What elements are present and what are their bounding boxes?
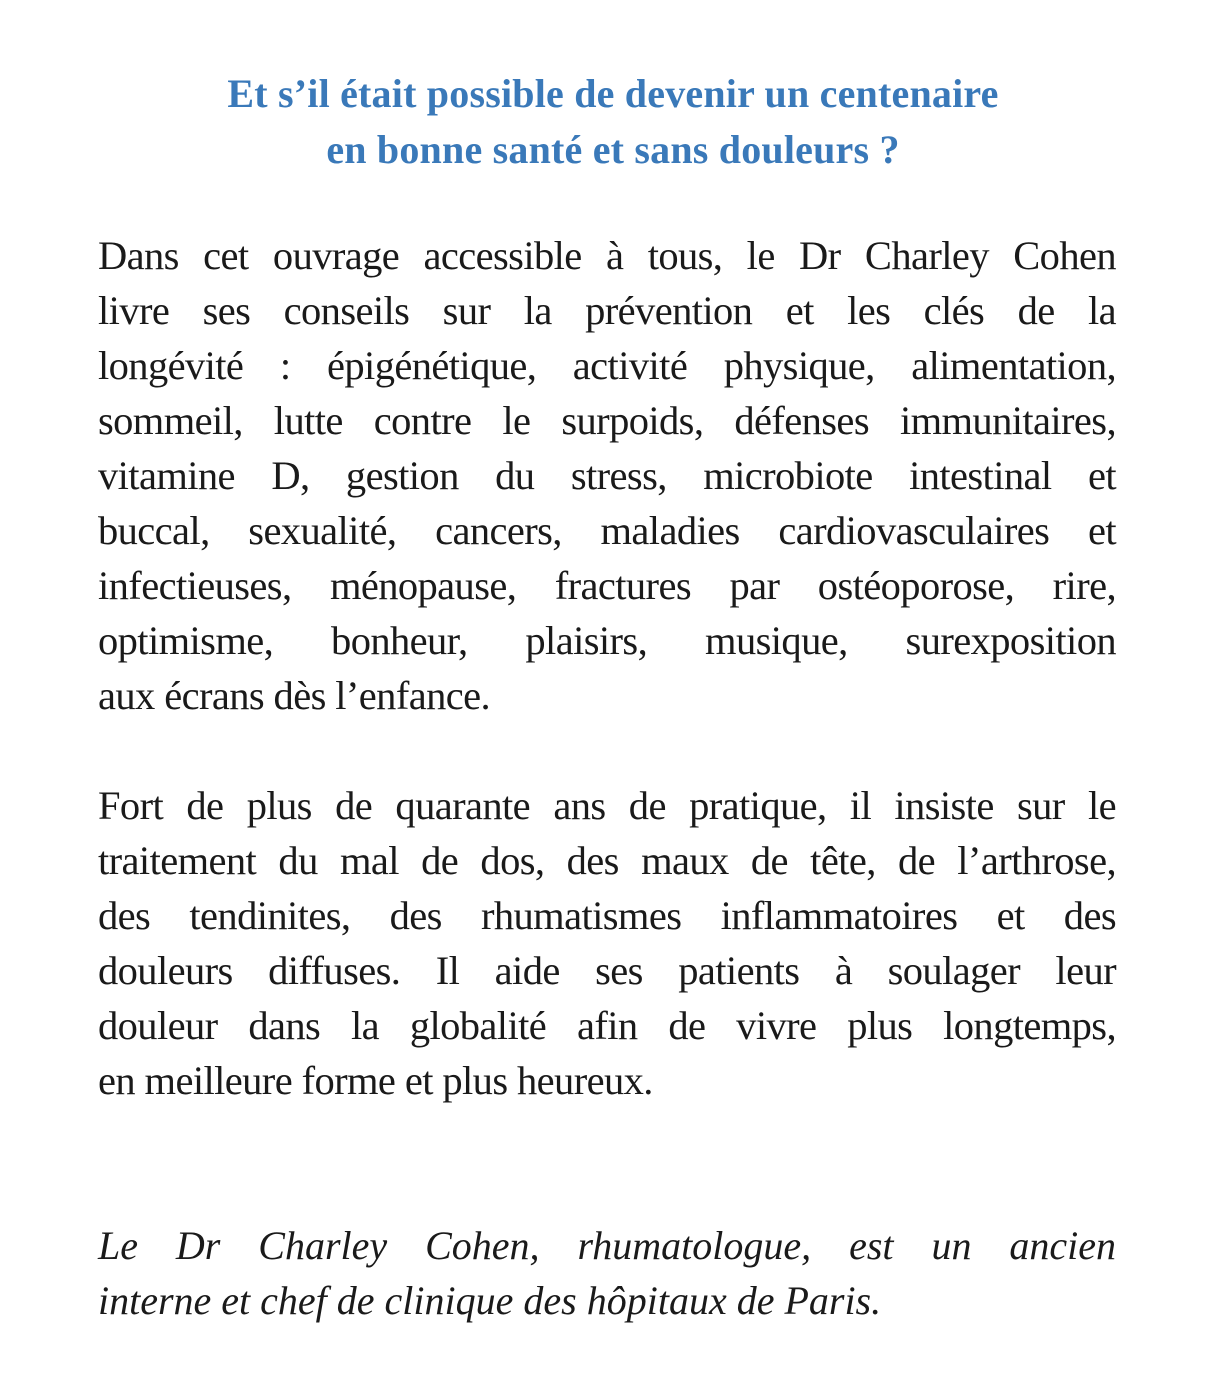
- bio-line: Le Dr Charley Cohen, rhumatologue, est un ancien: [98, 1223, 1116, 1268]
- text-line: livre ses conseils sur la prévention et les clés de la: [98, 288, 1116, 333]
- practice-paragraph: [98, 778, 1116, 1108]
- text-line: aux écrans dès l’enfance.: [98, 673, 491, 718]
- text-line: des tendinites, des rhumatismes inflammatoires et des: [98, 893, 1116, 938]
- text-line: infectieuses, ménopause, fractures par ostéoporose, rire,: [98, 563, 1116, 608]
- text-line: douleur dans la globalité afin de vivre plus longtemps,: [98, 1003, 1116, 1048]
- text-line: optimisme, bonheur, plaisirs, musique, surexposition: [98, 618, 1116, 663]
- bio-line: interne et chef de clinique des hôpitaux de Paris.: [98, 1278, 882, 1323]
- text-line: buccal, sexualité, cancers, maladies cardiovasculaires et: [98, 508, 1116, 553]
- text-line: longévité : épigénétique, activité physique, alimentation,: [98, 343, 1116, 388]
- text-line: Fort de plus de quarante ans de pratique, il insiste sur le: [98, 783, 1116, 828]
- author-bio: [98, 1218, 1116, 1328]
- text-line: en meilleure forme et plus heureux.: [98, 1058, 653, 1103]
- title-line: Et s’il était possible de devenir un centenaire: [227, 71, 999, 116]
- title-line: en bonne santé et sans douleurs ?: [326, 127, 900, 172]
- book-blurb-title: [0, 66, 1226, 178]
- text-line: Dans cet ouvrage accessible à tous, le Dr Charley Cohen: [98, 233, 1116, 278]
- text-line: douleurs diffuses. Il aide ses patients à soulager leur: [98, 948, 1116, 993]
- text-line: traitement du mal de dos, des maux de tête, de l’arthrose,: [98, 838, 1116, 883]
- text-line: sommeil, lutte contre le surpoids, défenses immunitaires,: [98, 398, 1116, 443]
- summary-paragraph: [98, 228, 1116, 723]
- text-line: vitamine D, gestion du stress, microbiote intestinal et: [98, 453, 1116, 498]
